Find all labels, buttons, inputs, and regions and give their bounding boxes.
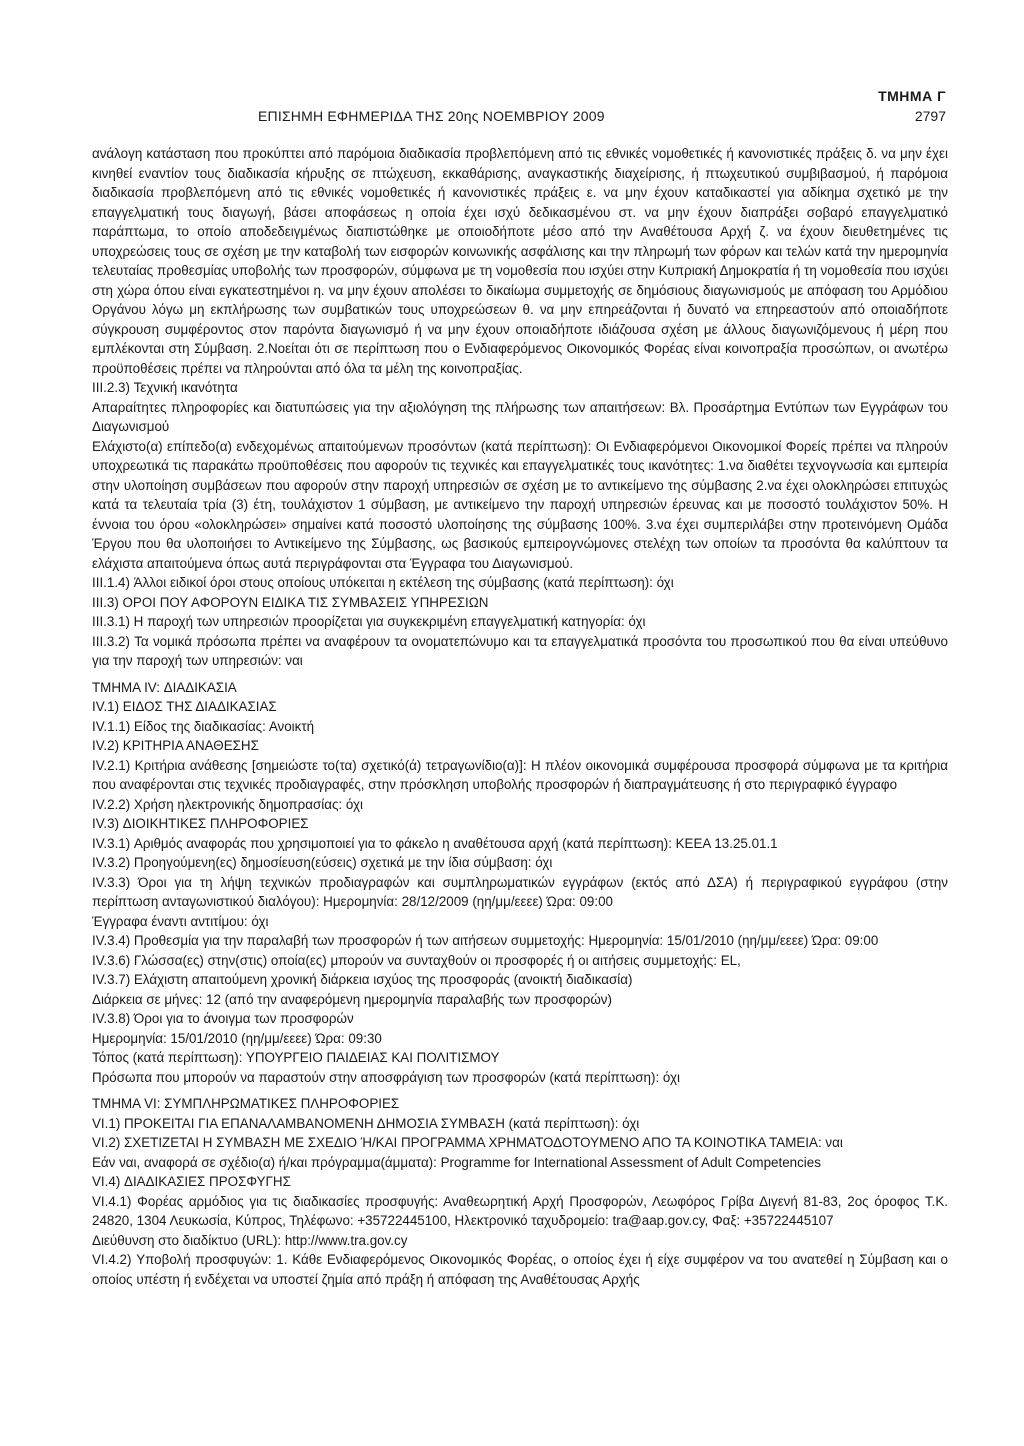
paragraph: IV.1.1) Είδος της διαδικασίας: Ανοικτή xyxy=(92,718,315,734)
paragraph: IV.3.3) Όροι για τη λήψη τεχνικών προδιαγραφών και συμπληρωματικών εγγράφων (εκτός από ΔΣΑ) ή περιγραφικού εγγράφου (στην περίπτωση ανταγωνιστικού διαλόγου): Ημερομηνία: 28/12/2009 (ηη/μμ/εεεε) Ώρα: 09:00 xyxy=(92,874,948,909)
paragraph: VI.4.1) Φορέας αρμόδιος για τις διαδικασίες προσφυγής: Αναθεωρητική Αρχή Προσφορών, Λεωφόρος Γρίβα Διγενή 81-83, 2ος όροφος Τ.Κ. 24820, 1304 Λευκωσία, Κύπρος, Τηλέφωνο: +35722445100, Ηλεκτρονικό ταχυδρομείο: tra@aap.gov.cy, Φαξ: +35722445107 xyxy=(92,1193,948,1228)
paragraph: Διεύθυνση στο διαδίκτυο (URL): http://www.tra.gov.cy xyxy=(92,1232,408,1248)
paragraph: IV.3.1) Αριθμός αναφοράς που χρησιμοποιεί για το φάκελο η αναθέτουσα αρχή (κατά περίπτωση): ΚΕΕΑ 13.25.01.1 xyxy=(92,835,778,851)
paragraph: IV.2.1) Κριτήρια ανάθεσης [σημειώστε το(τα) σχετικό(ά) τετραγωνίδιο(α)]: Η πλέον οικονομικά συμφέρουσα προσφορά σύμφωνα με τα κριτήρια που αναφέρονται στις τεχνικές προδιαγραφές, στην πρόσκληση υποβολής προσφορών ή διαπραγμάτευσης ή στο περιγραφικό έγγραφο xyxy=(92,757,948,792)
paragraph: VI.1) ΠΡΟΚΕΙΤΑΙ ΓΙΑ ΕΠΑΝΑΛΑΜΒΑΝΟΜΕΝΗ ΔΗΜΟΣΙΑ ΣΥΜΒΑΣΗ (κατά περίπτωση): όχι xyxy=(92,1115,640,1131)
paragraph: IV.3.8) Όροι για το άνοιγμα των προσφορών xyxy=(92,1011,354,1026)
page-header xyxy=(92,88,948,132)
paragraph: VI.2) ΣΧΕΤΙΖΕΤΑΙ Η ΣΥΜΒΑΣΗ ΜΕ ΣΧΕΔΙΟ Ή/ΚΑΙ ΠΡΟΓΡΑΜΜΑ ΧΡΗΜΑΤΟΔΟΤΟΥΜΕΝΟ ΑΠΟ ΤΑ ΚΟΙΝΟΤΙΚΑ ΤΑΜΕΙΑ: ναι xyxy=(92,1135,843,1150)
paragraph: IV.3.2) Προηγούμενη(ες) δημοσίευση(εύσεις) σχετικά με την ίδια σύμβαση: όχι xyxy=(92,855,553,870)
heading: III.3) ΟΡΟΙ ΠΟΥ ΑΦΟΡΟΥΝ ΕΙΔΙΚΑ ΤΙΣ ΣΥΜΒΑΣΕΙΣ ΥΠΗΡΕΣΙΩΝ xyxy=(92,594,489,610)
gazette-title: ΕΠΙΣΗΜΗ ΕΦΗΜΕΡΙΔΑ ΤΗΣ 20ης ΝΟΕΜΒΡΙΟΥ 2009 xyxy=(258,108,605,124)
paragraph: IV.3.4) Προθεσμία για την παραλαβή των προσφορών ή των αιτήσεων συμμετοχής: Ημερομηνία: 15/01/2010 (ηη/μμ/εεεε) Ώρα: 09:00 xyxy=(92,933,879,948)
paragraph: Ελάχιστο(α) επίπεδο(α) ενδεχομένως απαιτούμενων προσόντων (κατά περίπτωση): Οι Ενδιαφερόμενοι Οικονομικοί Φορείς πρέπει να πληρούν υποχρεωτικά τις παρακάτω προϋποθέσεις που αφορούν τις τεχνικές και επαγγελματικές τους ικανότητες: 1.να διαθέτει τεχνογνωσία και εμπειρία στην υλοποίηση συμβάσεων που αφορούν στην παροχή υπηρεσιών σε σχέση με το αντικείμενο της σύμβασης 2.να έχει ολοκληρώσει επιτυχώς κατά τα τελευταία τρία (3) έτη, τουλάχιστον 1 σύμβαση, με αντικείμενο την παροχή υπηρεσιών έρευνας και με ποσοστό τουλάχιστον 50%. Η έννοια του όρου «ολοκληρώσει» σημαίνει κατά ποσοστό υλοποίησης της σύμβασης 100%. 3.να έχει συμπεριλάβει στην προτεινόμενη Ομάδα Έργου που θα υλοποιήσει το Αντικείμενο της Σύμβασης, ως βασικούς εμπειρογνώμονες στελέχη των οποίων τα προσόντα θα καλύπτουν τα ελάχιστα απαιτούμενα όπως αυτά περιγράφονται στα Έγγραφα του Διαγωνισμού. xyxy=(92,438,948,571)
paragraph: III.3.2) Τα νομικά πρόσωπα πρέπει να αναφέρουν τα ονοματεπώνυμο και τα επαγγελματικά προσόντα του προσωπικού που θα είναι υπεύθυνο για την παροχή των υπηρεσιών: ναι xyxy=(92,633,948,668)
paragraph: Απαραίτητες πληροφορίες και διατυπώσεις για την αξιολόγηση της πλήρωσης των απαιτήσεων: Βλ. Προσάρτημα Εντύπων των Εγγράφων του Διαγωνισμού xyxy=(92,399,948,434)
paragraph: III.1.4) Άλλοι ειδικοί όροι στους οποίους υπόκειται η εκτέλεση της σύμβασης (κατά περίπτωση): όχι xyxy=(92,575,674,590)
document-body xyxy=(92,144,948,1289)
paragraph: VI.4.2) Υποβολή προσφυγών: 1. Κάθε Ενδιαφερόμενος Οικονομικός Φορέας, ο οποίος έχει ή είχε συμφέρον να του ανατεθεί η Σύμβαση και ο οποίος υπέστη ή ενδέχεται να υποστεί ζημία από πράξη ή απόφαση της Αναθέτουσας Αρχής xyxy=(92,1252,948,1287)
heading: VI.4) ΔΙΑΔΙΚΑΣΙΕΣ ΠΡΟΣΦΥΓΗΣ xyxy=(92,1174,291,1189)
paragraph: Διάρκεια σε μήνες: 12 (από την αναφερόμενη ημερομηνία παραλαβής των προσφορών) xyxy=(92,991,612,1007)
paragraph: Εάν ναι, αναφορά σε σχέδιο(α) ή/και πρόγραμμα(άμματα): Programme for International Assessment of Adult Competencies xyxy=(92,1154,821,1170)
paragraph: Πρόσωπα που μπορούν να παραστούν στην αποσφράγιση των προσφορών (κατά περίπτωση): όχι xyxy=(92,1069,680,1085)
paragraph: IV.3.7) Ελάχιστη απαιτούμενη χρονική διάρκεια ισχύος της προσφοράς (ανοικτή διαδικασία) xyxy=(92,972,633,987)
paragraph: Τόπος (κατά περίπτωση): ΥΠΟΥΡΓΕΙΟ ΠΑΙΔΕΙΑΣ ΚΑΙ ΠΟΛΙΤΙΣΜΟΥ xyxy=(92,1050,500,1065)
page-number: 2797 xyxy=(914,108,946,124)
section-heading: ΤΜΗΜΑ IV: ΔΙΑΔΙΚΑΣΙΑ xyxy=(92,679,237,695)
heading: IV.1) ΕΙΔΟΣ ΤΗΣ ΔΙΑΔΙΚΑΣΙΑΣ xyxy=(92,699,277,714)
paragraph: Ημερομηνία: 15/01/2010 (ηη/μμ/εεεε) Ώρα: 09:30 xyxy=(92,1030,382,1046)
paragraph: Έγγραφα έναντι αντιτίμου: όχι xyxy=(92,913,269,929)
document-page xyxy=(92,88,948,1289)
heading: IV.2) ΚΡΙΤΗΡΙΑ ΑΝΑΘΕΣΗΣ xyxy=(92,738,259,753)
paragraph: III.3.1) Η παροχή των υπηρεσιών προορίζεται για συγκεκριμένη επαγγελματική κατηγορία: όχι xyxy=(92,614,646,629)
paragraph: IV.3.6) Γλώσσα(ες) στην(στις) οποία(ες) μπορούν να συνταχθούν οι προσφορές ή οι αιτήσεις συμμετοχής: EL, xyxy=(92,952,741,968)
heading: IV.3) ΔΙΟΙΚΗΤΙΚΕΣ ΠΛΗΡΟΦΟΡΙΕΣ xyxy=(92,816,309,831)
section-label: ΤΜΗΜΑ Γ xyxy=(878,88,946,104)
paragraph-exclusion-criteria: ανάλογη κατάσταση που προκύπτει από παρόμοια διαδικασία προβλεπόμενη από τις εθνικές νομοθετικές ή κανονιστικές πράξεις δ. να μην έχει κινηθεί εναντίον τους διαδικασία κήρυξης σε πτώχευση, εκκαθάρισης, αναγκαστικής διαχείρισης, ή πτωχευτικού συμβιβασμού, ή παρόμοια διαδικασία προβλεπόμενη από τις εθνικές νομοθετικές ή κανονιστικές πράξεις ε. να μην έχουν καταδικαστεί για αδίκημα σχετικό με την επαγγελματική τους διαγωγή, βάσει αποφάσεως η οποία έχει ισχύ δεδικασμένου στ. να μην έχουν διαπράξει σοβαρό επαγγελματικό παράπτωμα, το οποίο αποδεδειγμένως διαπιστώθηκε με οποιοδήποτε μέσο από την Αναθέτουσα Αρχή ζ. να έχουν διευθετημένες τις υποχρεώσεις τους σε σχέση με την καταβολή των εισφορών κοινωνικής ασφάλισης και την πληρωμή των φόρων και τελών κατά την ημερομηνία τελευταίας προθεσμίας υποβολής των προσφορών, σύμφωνα με τη νομοθεσία που ισχύει στην Κυπριακή Δημοκρατία ή τη νομοθεσία που ισχύει στη χώρα όπου είναι εγκατεστημένοι η. να μην έχουν απολέσει το δικαίωμα συμμετοχής σε δημόσιους διαγωνισμούς με απόφαση του Αρμόδιου Οργάνου λόγω μη εκπλήρωσης των συμβατικών τους υποχρεώσεων θ. να μην επηρεάζονται ή δυνατό να επηρεαστούν από οποιαδήποτε σύγκρουση συμφέροντος στον παρόντα διαγωνισμό ή να μην έχουν οποιαδήποτε ιδιάζουσα σχέση με άλλους διαγωνιζόμενους ή μέρη που εμπλέκονται στη Σύμβαση. 2.Νοείται ότι σε περίπτωση που ο Ενδιαφερόμενος Οικονομικός Φορέας είναι κοινοπραξία προσώπων, οι ανωτέρω προϋποθέσεις πρέπει να πληρούνται από όλα τα μέλη της κοινοπραξίας. xyxy=(92,146,948,376)
paragraph: IV.2.2) Χρήση ηλεκτρονικής δημοπρασίας: όχι xyxy=(92,796,363,812)
section-heading: ΤΜΗΜΑ VI: ΣΥΜΠΛΗΡΩΜΑΤΙΚΕΣ ΠΛΗΡΟΦΟΡΙΕΣ xyxy=(92,1096,400,1111)
heading-technical-capacity: III.2.3) Τεχνική ικανότητα xyxy=(92,380,238,395)
